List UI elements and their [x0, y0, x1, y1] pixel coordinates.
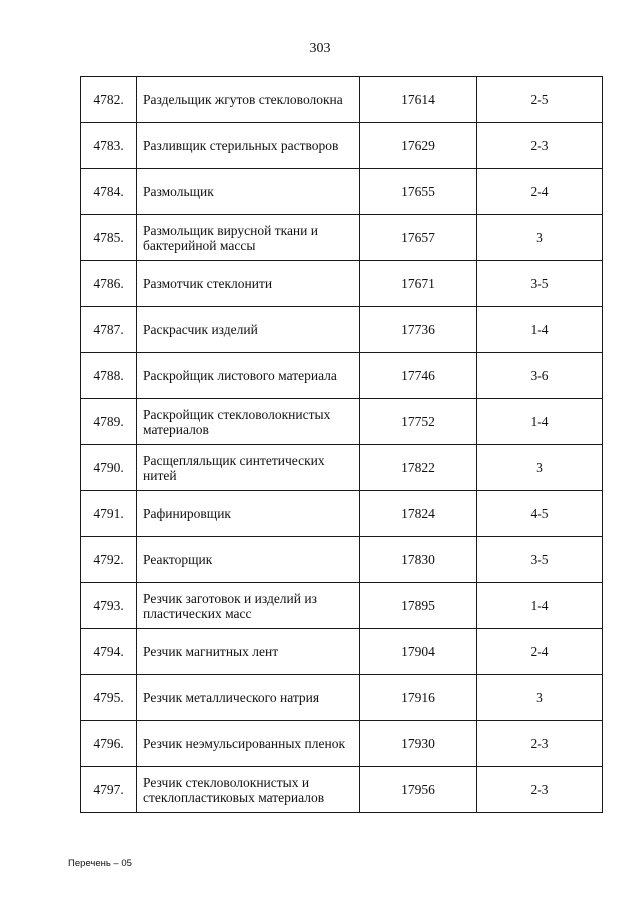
profession-name: Размотчик стеклонити: [137, 261, 360, 307]
profession-code: 17916: [360, 675, 477, 721]
table-row: [81, 307, 603, 353]
profession-code: 17671: [360, 261, 477, 307]
grade-range: 3: [477, 445, 603, 491]
profession-code: 17956: [360, 767, 477, 813]
profession-name: Раскрасчик изделий: [137, 307, 360, 353]
row-number: 4790.: [81, 445, 137, 491]
grade-range: 3: [477, 215, 603, 261]
table-row: [81, 77, 603, 123]
table-row: [81, 353, 603, 399]
row-number: 4783.: [81, 123, 137, 169]
profession-code: 17614: [360, 77, 477, 123]
profession-code: 17746: [360, 353, 477, 399]
profession-code: 17822: [360, 445, 477, 491]
profession-name: Раздельщик жгутов стекловолокна: [137, 77, 360, 123]
table-row: [81, 675, 603, 721]
profession-name: Резчик стекловолокнистых и стеклопластиковых материалов: [137, 767, 360, 813]
grade-range: 1-4: [477, 307, 603, 353]
professions-table: [80, 76, 603, 813]
table-row: [81, 537, 603, 583]
page-number: 303: [309, 41, 331, 56]
grade-range: 2-3: [477, 721, 603, 767]
row-number: 4789.: [81, 399, 137, 445]
row-number: 4797.: [81, 767, 137, 813]
table-row: [81, 215, 603, 261]
profession-code: 17830: [360, 537, 477, 583]
grade-range: 1-4: [477, 399, 603, 445]
row-number: 4784.: [81, 169, 137, 215]
row-number: 4796.: [81, 721, 137, 767]
row-number: 4795.: [81, 675, 137, 721]
grade-range: 3-5: [477, 537, 603, 583]
row-number: 4785.: [81, 215, 137, 261]
profession-name: Резчик магнитных лент: [137, 629, 360, 675]
row-number: 4793.: [81, 583, 137, 629]
profession-name: Расщепляльщик синтетических нитей: [137, 445, 360, 491]
grade-range: 3-6: [477, 353, 603, 399]
profession-code: 17657: [360, 215, 477, 261]
row-number: 4794.: [81, 629, 137, 675]
profession-name: Резчик металлического натрия: [137, 675, 360, 721]
table-row: [81, 767, 603, 813]
profession-code: 17824: [360, 491, 477, 537]
row-number: 4782.: [81, 77, 137, 123]
row-number: 4792.: [81, 537, 137, 583]
profession-code: 17752: [360, 399, 477, 445]
table-row: [81, 169, 603, 215]
profession-code: 17930: [360, 721, 477, 767]
grade-range: 2-4: [477, 629, 603, 675]
table-row: [81, 261, 603, 307]
table-row: [81, 445, 603, 491]
profession-name: Раскройщик листового материала: [137, 353, 360, 399]
table-row: [81, 629, 603, 675]
profession-name: Рафинировщик: [137, 491, 360, 537]
profession-name: Реакторщик: [137, 537, 360, 583]
profession-code: 17629: [360, 123, 477, 169]
profession-name: Резчик заготовок и изделий из пластических масс: [137, 583, 360, 629]
grade-range: 3-5: [477, 261, 603, 307]
profession-code: 17904: [360, 629, 477, 675]
table-row: [81, 583, 603, 629]
grade-range: 1-4: [477, 583, 603, 629]
profession-name: Разливщик стерильных растворов: [137, 123, 360, 169]
profession-name: Резчик неэмульсированных пленок: [137, 721, 360, 767]
footer-label: Перечень – 05: [68, 858, 132, 869]
row-number: 4787.: [81, 307, 137, 353]
grade-range: 2-3: [477, 123, 603, 169]
grade-range: 2-4: [477, 169, 603, 215]
profession-name: Размольщик: [137, 169, 360, 215]
row-number: 4786.: [81, 261, 137, 307]
grade-range: 2-3: [477, 767, 603, 813]
profession-code: 17655: [360, 169, 477, 215]
profession-code: 17736: [360, 307, 477, 353]
profession-name: Размольщик вирусной ткани и бактерийной массы: [137, 215, 360, 261]
table-body: [81, 77, 603, 813]
table-row: [81, 399, 603, 445]
row-number: 4788.: [81, 353, 137, 399]
table-row: [81, 721, 603, 767]
table-row: [81, 491, 603, 537]
grade-range: 2-5: [477, 77, 603, 123]
grade-range: 3: [477, 675, 603, 721]
profession-code: 17895: [360, 583, 477, 629]
grade-range: 4-5: [477, 491, 603, 537]
table-row: [81, 123, 603, 169]
profession-name: Раскройщик стекловолокнистых материалов: [137, 399, 360, 445]
row-number: 4791.: [81, 491, 137, 537]
